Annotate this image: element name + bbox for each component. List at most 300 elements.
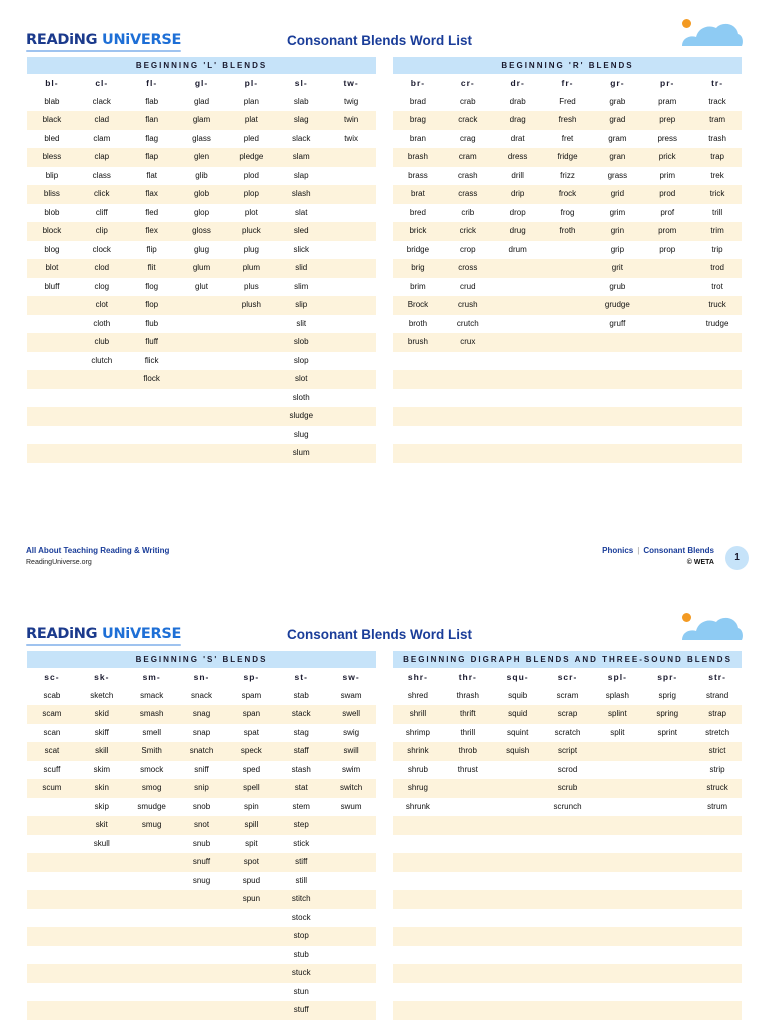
word-cell: slop <box>293 355 309 365</box>
word-cell: smack <box>140 690 164 700</box>
brand-logo[interactable] <box>26 32 181 48</box>
word-cell <box>443 909 493 928</box>
word-cell <box>543 1001 593 1020</box>
word-cell <box>543 352 593 371</box>
word-cell <box>177 370 227 389</box>
word-cell: crab <box>460 96 476 106</box>
word-cell <box>443 389 493 408</box>
word-cell <box>642 798 692 817</box>
table-row <box>27 779 376 798</box>
word-cell <box>642 946 692 965</box>
word-cell: blip <box>45 170 59 180</box>
brand-logo-part1: READiNG <box>26 32 98 48</box>
word-cell <box>326 983 376 1002</box>
word-cell: scrub <box>557 783 578 792</box>
word-cell: scuff <box>43 764 61 774</box>
word-cell <box>692 426 742 445</box>
word-cell <box>326 927 376 946</box>
word-cell <box>393 1001 443 1020</box>
word-cell: club <box>94 337 110 346</box>
word-cell <box>443 798 493 817</box>
word-cell <box>692 352 742 371</box>
word-cell: blab <box>44 96 60 106</box>
word-cell <box>493 296 543 315</box>
word-cell <box>443 816 493 835</box>
word-cell: clutch <box>91 355 113 365</box>
table-row <box>27 185 376 204</box>
word-cell: clack <box>92 96 111 106</box>
column-header: gr- <box>610 78 625 88</box>
table-row <box>27 315 376 334</box>
word-cell <box>592 761 642 780</box>
word-cell <box>27 853 77 872</box>
word-cell <box>177 315 227 334</box>
word-cell: gruff <box>609 318 626 328</box>
word-cell: crick <box>459 226 477 235</box>
column-header: tr- <box>711 78 724 88</box>
word-cell: script <box>557 746 578 755</box>
column-header: cr- <box>460 78 475 88</box>
word-cell <box>543 444 593 463</box>
word-cell <box>77 964 127 983</box>
word-cell <box>642 333 692 352</box>
word-cell <box>692 927 742 946</box>
table-row <box>393 872 742 891</box>
word-cell: glib <box>195 170 208 180</box>
word-cell <box>543 407 593 426</box>
table-digraph-three-sound-blends <box>393 651 742 1020</box>
word-cell <box>177 444 227 463</box>
word-cell: tram <box>709 115 726 124</box>
word-cell: slum <box>292 448 310 457</box>
word-cell <box>443 853 493 872</box>
word-cell: slag <box>293 115 309 124</box>
word-cell: flit <box>147 263 156 272</box>
word-cell <box>642 890 692 909</box>
word-cell <box>127 835 177 854</box>
table-row <box>393 389 742 408</box>
word-cell <box>393 407 443 426</box>
table-title: BEGINNING DIGRAPH BLENDS AND THREE-SOUND BLENDS <box>393 651 742 668</box>
word-cell <box>443 927 493 946</box>
word-cell <box>177 1001 227 1020</box>
word-cell <box>226 426 276 445</box>
word-cell <box>543 278 593 297</box>
column-header: pl- <box>244 78 259 88</box>
word-cell <box>226 983 276 1002</box>
word-cell: glum <box>192 263 211 272</box>
word-cell: flub <box>145 318 159 328</box>
word-cell <box>127 1001 177 1020</box>
word-cell <box>177 333 227 352</box>
word-cell <box>543 927 593 946</box>
word-cell: struck <box>706 783 728 792</box>
word-cell: smug <box>141 820 162 829</box>
word-cell: cram <box>458 152 477 161</box>
word-cell <box>692 333 742 352</box>
word-cell <box>127 964 177 983</box>
word-cell: scam <box>42 709 62 718</box>
word-cell: brad <box>409 96 426 106</box>
word-cell <box>177 964 227 983</box>
word-cell: crass <box>458 189 478 198</box>
word-cell: black <box>42 115 62 124</box>
word-cell <box>326 333 376 352</box>
word-cell: splint <box>608 709 627 718</box>
word-cell: plat <box>244 115 258 124</box>
word-cell: crux <box>460 337 476 346</box>
word-cell: thrill <box>460 727 476 737</box>
breadcrumb-phonics[interactable]: Phonics <box>602 546 634 555</box>
word-cell: prim <box>659 170 675 180</box>
table-row <box>27 389 376 408</box>
word-cell: stat <box>294 783 308 792</box>
word-cell: gram <box>608 133 627 143</box>
word-cell: flap <box>145 152 159 161</box>
word-cell <box>592 927 642 946</box>
word-cell: clap <box>94 152 110 161</box>
table-row <box>393 983 742 1002</box>
word-cell: brig <box>411 263 425 272</box>
word-cell: trudge <box>705 318 729 328</box>
word-cell <box>592 798 642 817</box>
word-cell <box>27 296 77 315</box>
word-cell: fluff <box>145 337 159 346</box>
table-row <box>393 779 742 798</box>
word-cell: trap <box>710 152 724 161</box>
word-cell <box>493 389 543 408</box>
brand-logo[interactable] <box>26 626 181 642</box>
column-header: sp- <box>243 672 260 682</box>
column-header: thr- <box>458 672 477 682</box>
table-row <box>393 816 742 835</box>
word-cell <box>393 983 443 1002</box>
word-cell <box>177 352 227 371</box>
word-cell <box>443 946 493 965</box>
word-cell <box>642 426 692 445</box>
word-cell: staff <box>293 746 309 755</box>
word-cell <box>443 1001 493 1020</box>
word-cell: trick <box>709 189 725 198</box>
word-cell <box>127 872 177 891</box>
word-cell <box>493 315 543 334</box>
word-cell <box>393 927 443 946</box>
word-cell: crag <box>460 133 476 143</box>
word-cell: skid <box>94 709 109 718</box>
footer-site-tagline[interactable]: All About Teaching Reading & Writing <box>26 546 170 555</box>
word-cell <box>692 853 742 872</box>
table-row <box>393 909 742 928</box>
word-cell: slid <box>295 263 308 272</box>
word-cell <box>642 444 692 463</box>
word-cell <box>592 946 642 965</box>
table-row <box>27 853 376 872</box>
word-cell: crop <box>460 244 476 254</box>
word-cell: smash <box>139 709 164 718</box>
word-cell: stuff <box>293 1005 309 1014</box>
word-cell: brush <box>407 337 428 346</box>
column-header: spl- <box>607 672 627 682</box>
word-cell: clam <box>93 133 111 143</box>
word-cell: blot <box>45 263 59 272</box>
word-cell: grub <box>609 281 626 291</box>
word-cell: stab <box>293 690 309 700</box>
column-header: sw- <box>342 672 360 682</box>
word-cell <box>592 352 642 371</box>
word-cell: step <box>293 820 309 829</box>
word-cell <box>443 426 493 445</box>
word-cell: prom <box>658 226 677 235</box>
footer-breadcrumb <box>602 546 714 555</box>
word-cell: pled <box>243 133 259 143</box>
word-cell: stitch <box>291 894 311 903</box>
word-cell: squish <box>506 746 530 755</box>
word-cell: drat <box>510 133 525 143</box>
word-cell: gloss <box>192 226 211 235</box>
word-cell: prod <box>659 189 676 198</box>
footer-right <box>602 546 714 566</box>
word-cell <box>326 259 376 278</box>
word-cell <box>27 315 77 334</box>
word-cell: sped <box>242 764 261 774</box>
table-row <box>27 742 376 761</box>
table-row <box>27 407 376 426</box>
word-cell <box>127 927 177 946</box>
word-cell: skin <box>94 783 109 792</box>
table-row <box>393 426 742 445</box>
word-cell: bred <box>409 207 426 217</box>
word-cell: crutch <box>456 318 479 328</box>
word-cell <box>592 370 642 389</box>
word-cell <box>27 407 77 426</box>
word-cell <box>543 370 593 389</box>
sun-icon <box>682 613 691 622</box>
word-cell <box>692 444 742 463</box>
footer-site-url[interactable]: ReadingUniverse.org <box>26 559 92 566</box>
word-cell <box>642 296 692 315</box>
word-cell <box>226 909 276 928</box>
word-cell <box>226 444 276 463</box>
word-cell <box>592 742 642 761</box>
word-cell: swam <box>340 690 362 700</box>
word-cell <box>326 890 376 909</box>
word-cell <box>493 426 543 445</box>
word-cell <box>692 872 742 891</box>
word-cell: fridge <box>557 152 578 161</box>
word-cell <box>393 964 443 983</box>
word-cell <box>443 444 493 463</box>
word-cell: spun <box>242 894 261 903</box>
word-cell: pram <box>658 96 677 106</box>
word-cell: scrunch <box>553 801 582 811</box>
table-row <box>27 93 376 112</box>
word-cell <box>27 964 77 983</box>
word-cell <box>393 352 443 371</box>
word-cell <box>592 389 642 408</box>
word-cell <box>543 890 593 909</box>
word-cell: sprint <box>657 727 677 737</box>
word-cell: squint <box>506 727 529 737</box>
column-header: sk- <box>94 672 110 682</box>
word-cell: skull <box>93 838 110 848</box>
word-cell: spill <box>244 820 259 829</box>
table-row <box>27 296 376 315</box>
word-cell: throb <box>458 746 477 755</box>
word-cell <box>543 872 593 891</box>
table-row <box>27 426 376 445</box>
word-cell <box>493 761 543 780</box>
column-header: spr- <box>657 672 678 682</box>
table-title: BEGINNING 'L' BLENDS <box>27 57 376 74</box>
page-title: Consonant Blends Word List <box>287 33 472 48</box>
word-cell <box>493 983 543 1002</box>
word-cell: smell <box>142 727 161 737</box>
word-cell <box>493 444 543 463</box>
word-cell <box>543 296 593 315</box>
word-cell: snag <box>192 709 211 718</box>
word-cell <box>592 333 642 352</box>
word-cell: gran <box>609 152 626 161</box>
table-row <box>27 204 376 223</box>
word-cell <box>692 1001 742 1020</box>
word-cell: skip <box>94 801 109 811</box>
word-cell: bridge <box>406 244 430 254</box>
breadcrumb-consonant-blends[interactable]: Consonant Blends <box>643 546 714 555</box>
word-cell: spat <box>243 727 259 737</box>
word-cell <box>177 983 227 1002</box>
column-header: fr- <box>561 78 574 88</box>
table-row <box>27 370 376 389</box>
word-cell <box>326 407 376 426</box>
table-title: BEGINNING 'S' BLENDS <box>27 651 376 668</box>
word-cell: brag <box>409 115 426 124</box>
word-cell: slit <box>296 318 307 328</box>
word-cell <box>326 389 376 408</box>
word-cell <box>27 835 77 854</box>
column-headers <box>393 74 742 93</box>
word-cell <box>493 964 543 983</box>
word-cell <box>127 444 177 463</box>
word-cell <box>226 315 276 334</box>
word-cell: stop <box>293 931 309 940</box>
word-cell: speck <box>240 746 262 755</box>
word-cell <box>326 853 376 872</box>
word-cell <box>226 333 276 352</box>
table-s-blends <box>27 651 376 1020</box>
word-cell <box>77 389 127 408</box>
word-cell <box>493 853 543 872</box>
word-cell <box>443 983 493 1002</box>
word-cell: swell <box>342 709 360 718</box>
word-cell: snuff <box>192 857 211 866</box>
word-cell: trim <box>710 226 724 235</box>
column-headers <box>393 668 742 687</box>
word-cell: skim <box>93 764 111 774</box>
page-number-badge: 1 <box>725 546 749 570</box>
column-header: fl- <box>146 78 158 88</box>
word-cell: span <box>242 709 261 718</box>
word-cell: grudge <box>604 300 630 309</box>
table-row <box>27 927 376 946</box>
word-cell: slug <box>293 429 309 439</box>
word-cell: sludge <box>289 411 314 420</box>
word-cell <box>77 853 127 872</box>
word-cell: stiff <box>295 857 308 866</box>
column-header: cl- <box>95 78 109 88</box>
word-cell: flab <box>145 96 159 106</box>
word-cell: slash <box>291 189 311 198</box>
word-cell <box>326 946 376 965</box>
word-cell: crud <box>460 281 476 291</box>
word-cell: stock <box>291 912 311 922</box>
table-row <box>393 333 742 352</box>
word-cell: scan <box>43 727 61 737</box>
word-cell: click <box>94 189 110 198</box>
table-row <box>27 705 376 724</box>
word-cell <box>326 241 376 260</box>
word-cell <box>27 816 77 835</box>
word-cell <box>326 444 376 463</box>
table-row <box>393 130 742 149</box>
brand-logo-part2: UNiVERSE <box>102 32 182 48</box>
word-cell: fresh <box>558 115 577 124</box>
word-cell <box>226 407 276 426</box>
table-row <box>27 130 376 149</box>
word-cell <box>177 426 227 445</box>
word-cell <box>692 909 742 928</box>
word-cell: shred <box>407 690 428 700</box>
word-cell: drop <box>509 207 526 217</box>
word-cell <box>77 927 127 946</box>
word-cell: brim <box>410 281 426 291</box>
word-cell: plop <box>243 189 259 198</box>
word-cell: sketch <box>90 690 114 700</box>
table-row <box>27 259 376 278</box>
word-cell: glass <box>192 133 211 143</box>
word-cell: spam <box>241 690 262 700</box>
word-cell: snot <box>193 820 210 829</box>
word-cell: glob <box>193 189 210 198</box>
word-cell <box>326 204 376 223</box>
table-row <box>393 241 742 260</box>
word-cell <box>77 890 127 909</box>
word-cell: still <box>295 875 307 885</box>
table-row <box>27 111 376 130</box>
word-cell: brick <box>409 226 427 235</box>
word-cell <box>443 872 493 891</box>
word-cell: shrink <box>407 746 429 755</box>
word-cell: trill <box>711 207 723 217</box>
word-cell: shrimp <box>405 727 430 737</box>
word-cell <box>592 890 642 909</box>
table-row <box>27 983 376 1002</box>
table-row <box>393 853 742 872</box>
word-cell: flip <box>146 244 157 254</box>
word-cell: slab <box>293 96 309 106</box>
word-cell: drip <box>510 189 525 198</box>
word-cell: snip <box>194 783 209 792</box>
word-cell <box>543 983 593 1002</box>
word-cell <box>692 890 742 909</box>
table-row <box>27 964 376 983</box>
word-cell <box>543 946 593 965</box>
word-cell: plush <box>241 300 261 309</box>
word-cell <box>493 370 543 389</box>
word-cell <box>77 444 127 463</box>
word-cell: spot <box>243 857 259 866</box>
word-cell: spell <box>243 783 260 792</box>
word-cell <box>642 835 692 854</box>
